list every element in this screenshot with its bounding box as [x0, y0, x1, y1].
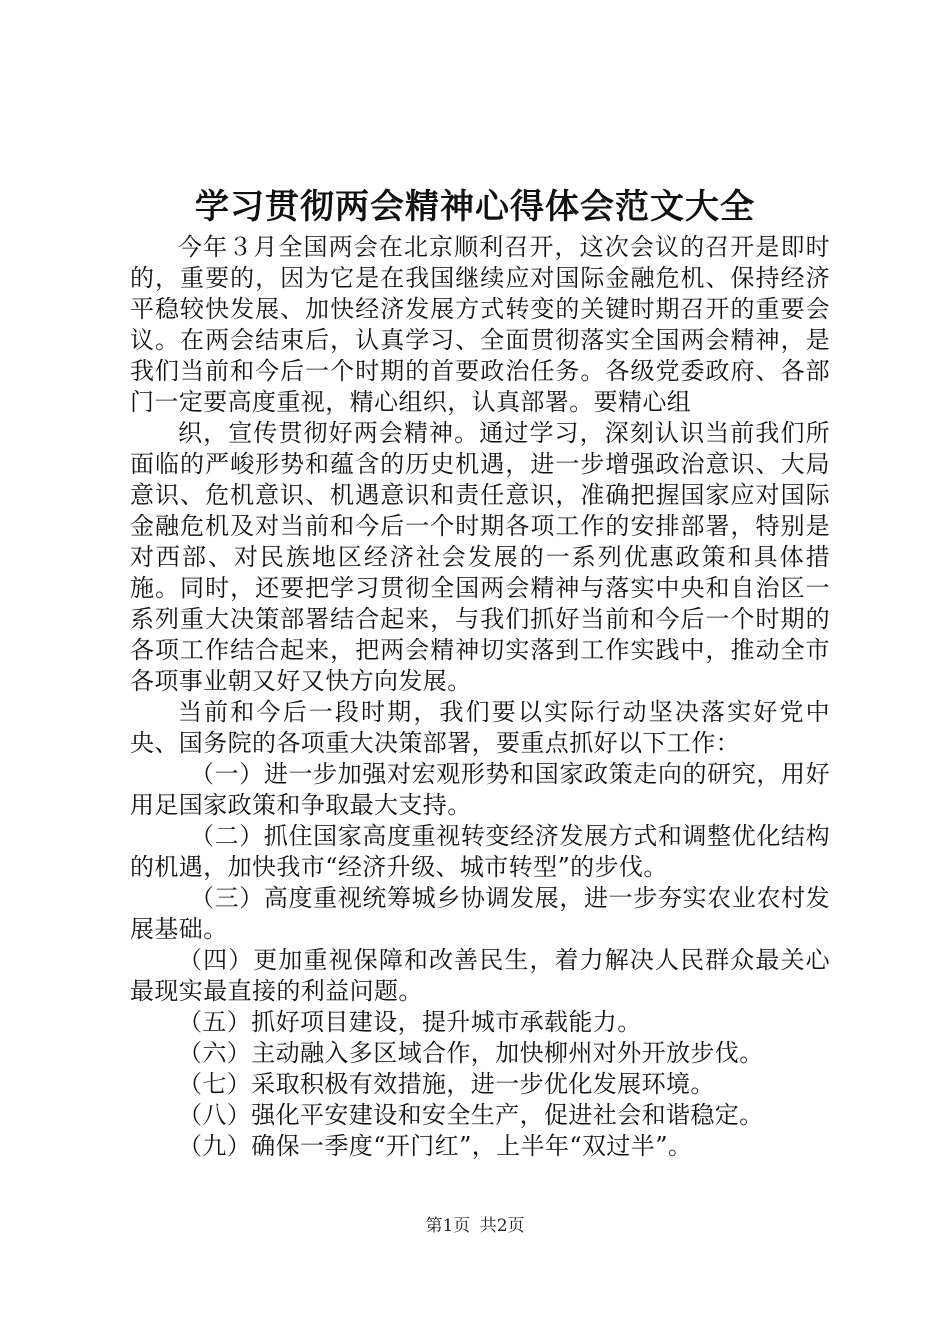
list-item-5: （五）抓好项目建设，提升城市承载能力。 [178, 1008, 642, 1036]
paragraph-1: 今年３月全国两会在北京顺利召开，这次会议的召开是即时的，重要的，因为它是在我国继续应对国际金融危机、保持经济平稳较快发展、加快经济发展方式转变的关键时期召开的重要会议。在两会结束后，认真学习、全面贯彻落实全国两会精神，是我们当前和今后一个时期的首要政治任务。各级党委政府、各部门一定要高度重视，精心组织，认真部署。要精心组 [130, 233, 830, 416]
list-item-8: （八）强化平安建设和安全生产，促进社会和谐稳定。 [178, 1101, 764, 1129]
page-number-current: 第1页 [425, 1216, 471, 1236]
list-item-6: （六）主动融入多区域合作，加快柳州对外开放步伐。 [178, 1039, 764, 1067]
document-title: 学习贯彻两会精神心得体会范文大全 [195, 187, 755, 227]
list-item-7: （七）采取积极有效措施，进一步优化发展环境。 [178, 1070, 715, 1098]
page-footer [0, 1214, 950, 1238]
list-item-9: （九）确保一季度“开门红”，上半年“双过半”。 [178, 1132, 693, 1160]
list-item-3: （三）高度重视统筹城乡协调发展，进一步夯实农业农村发展基础。 [130, 884, 830, 943]
page-number-total: 共2页 [479, 1216, 525, 1236]
list-item-2: （二）抓住国家高度重视转变经济发展方式和调整优化结构的机遇，加快我市“经济升级、城市转型”的步伐。 [130, 822, 830, 881]
list-item-1: （一）进一步加强对宏观形势和国家政策走向的研究，用好用足国家政策和争取最大支持。 [130, 760, 830, 819]
list-item-4: （四）更加重视保障和改善民生，着力解决人民群众最关心最现实最直接的利益问题。 [130, 946, 830, 1005]
paragraph-2: 织，宣传贯彻好两会精神。通过学习，深刻认识当前我们所面临的严峻形势和蕴含的历史机遇，进一步增强政治意识、大局意识、危机意识、机遇意识和责任意识，准确把握国家应对国际金融危机及对当前和今后一个时期各项工作的安排部署，特别是对西部、对民族地区经济社会发展的一系列优惠政策和具体措施。同时，还要把学习贯彻全国两会精神与落实中央和自治区一系列重大决策部署结合起来，与我们抓好当前和今后一个时期的各项工作结合起来，把两会精神切实落到工作实践中，推动全市各项事业朝又好又快方向发展。 [130, 419, 830, 695]
paragraph-3: 当前和今后一段时期，我们要以实际行动坚决落实好党中央、国务院的各项重大决策部署，要重点抓好以下工作： [130, 698, 830, 757]
document-body [130, 232, 830, 1162]
